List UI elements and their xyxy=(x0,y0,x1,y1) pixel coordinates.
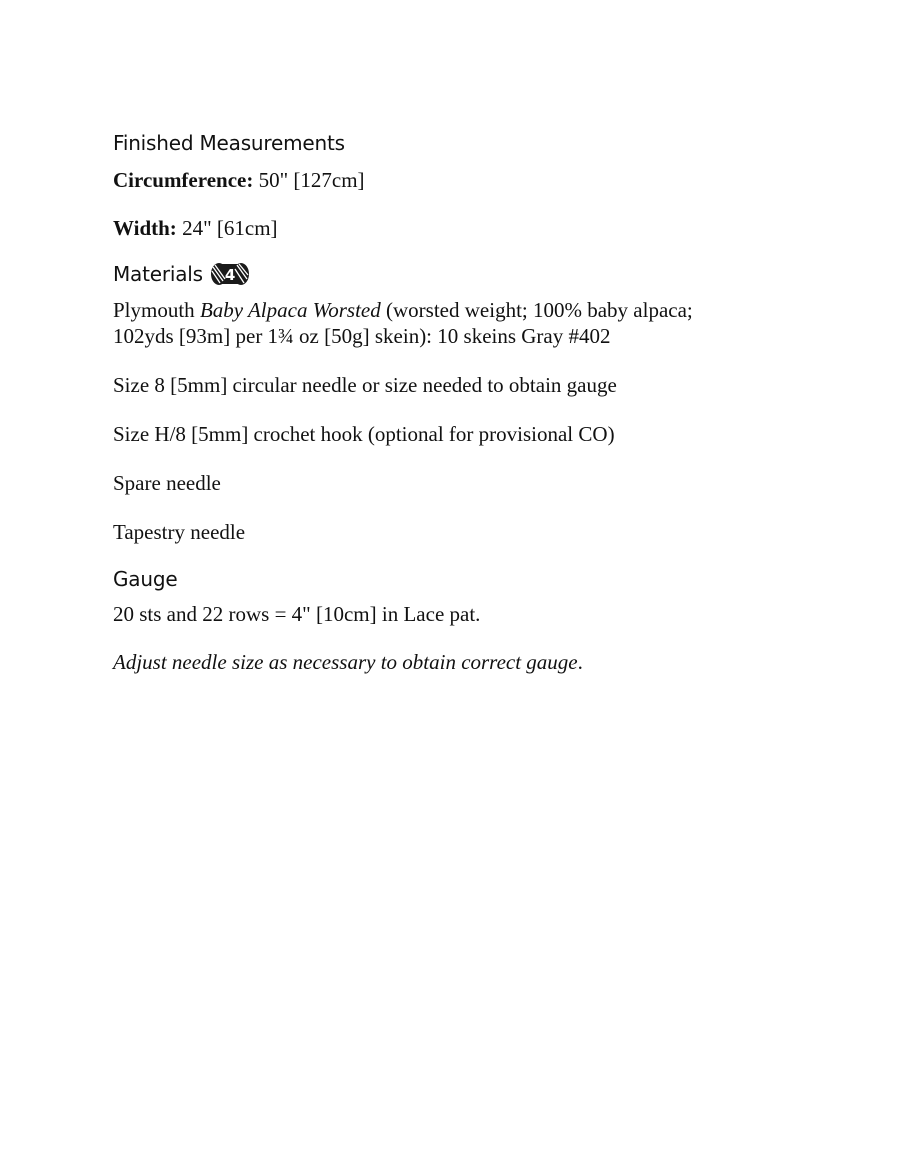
yarn-description xyxy=(113,297,813,349)
yarn-prefix: Plymouth xyxy=(113,298,200,322)
width-line xyxy=(113,215,813,241)
materials-heading-row xyxy=(113,259,813,289)
needle-line: Size 8 [5mm] circular needle or size needed to obtain gauge xyxy=(113,373,617,397)
circumference-label: Circumference: xyxy=(113,168,254,192)
width-value: 24" [61cm] xyxy=(176,216,278,240)
materials-heading: Materials xyxy=(113,262,203,286)
width-label: Width: xyxy=(113,216,177,240)
gauge-note-text: Adjust needle size as necessary to obtain correct gauge xyxy=(113,650,578,674)
gauge-note xyxy=(113,649,813,675)
yarn-name: Baby Alpaca Worsted xyxy=(199,298,381,322)
gauge-note-end: . xyxy=(577,650,583,674)
yarn-line2: 102yds [93m] per 1¾ oz [50g] skein): 10 skeins Gray #402 xyxy=(113,324,611,348)
spare-needle-line: Spare needle xyxy=(113,471,221,495)
circumference-line xyxy=(113,167,813,193)
finished-measurements-heading: Finished Measurements xyxy=(113,131,345,155)
yarn-line1-rest: (worsted weight; 100% baby alpaca; xyxy=(380,298,693,322)
yarn-weight-4-icon xyxy=(209,260,251,288)
tapestry-needle-line: Tapestry needle xyxy=(113,520,246,544)
pattern-page xyxy=(113,128,813,675)
hook-line: Size H/8 [5mm] crochet hook (optional for provisional CO) xyxy=(113,422,615,446)
yarn-weight-number: 4 xyxy=(224,266,235,284)
gauge-heading: Gauge xyxy=(113,567,178,591)
circumference-value: 50" [127cm] xyxy=(253,168,365,192)
gauge-text: 20 sts and 22 rows = 4" [10cm] in Lace pat. xyxy=(113,602,481,626)
